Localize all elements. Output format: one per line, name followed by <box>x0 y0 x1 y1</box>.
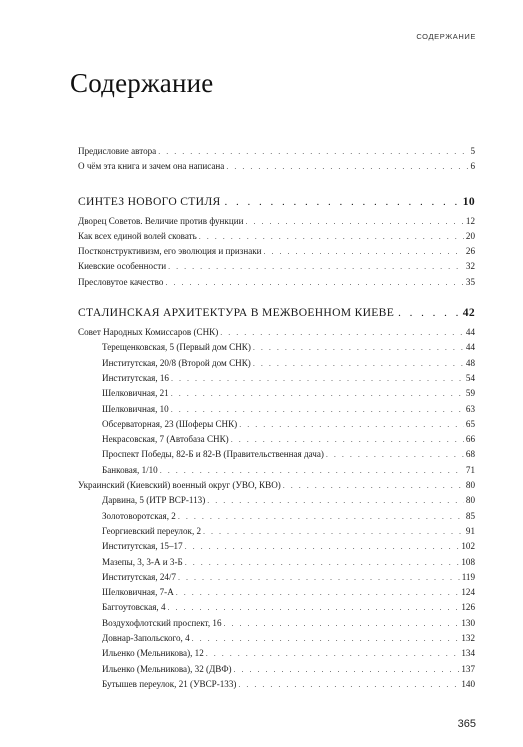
toc-entry-title: Некрасовская, 7 (Автобаза СНК) <box>102 434 229 445</box>
toc-leader-dots <box>176 585 460 600</box>
toc-leader-dots <box>178 509 464 524</box>
toc-entry[interactable] <box>78 616 475 631</box>
toc-entry-title: Бутышев переулок, 21 (УВСР-133) <box>102 678 237 689</box>
toc-entry[interactable] <box>78 478 475 493</box>
toc-section <box>78 193 475 290</box>
toc-leader-dots <box>238 677 459 692</box>
toc-entry-title: Довнар-Запольского, 4 <box>102 633 190 644</box>
toc-entry-title: Пресловутое качество <box>78 276 164 287</box>
toc-entry-title: Совет Народных Комиссаров (СНК) <box>78 327 219 338</box>
toc-entry[interactable] <box>78 356 475 371</box>
toc-entry[interactable] <box>78 524 475 539</box>
toc-entry[interactable] <box>78 214 475 229</box>
toc-entry-title: Шелковичная, 7-А <box>102 587 174 598</box>
toc-entry-page: 68 <box>465 449 475 460</box>
running-header: СОДЕРЖАНИЕ <box>416 32 476 41</box>
toc-entry-title: Предисловие автора <box>78 146 157 156</box>
toc-entry-page: 137 <box>461 663 475 674</box>
toc-leader-dots <box>171 386 464 401</box>
toc-leader-dots <box>206 646 460 661</box>
toc-leader-dots <box>326 447 464 462</box>
toc-entry-title: Институтская, 16 <box>102 372 169 383</box>
toc-section-heading[interactable] <box>78 193 475 211</box>
toc-leader-dots <box>224 616 460 631</box>
toc-leader-dots <box>171 402 464 417</box>
toc-entry-title: Терещенковская, 5 (Первый дом СНК) <box>102 342 251 353</box>
toc-leader-dots <box>231 432 464 447</box>
toc-entry-title: Институтская, 15–17 <box>102 541 183 552</box>
toc-entry[interactable] <box>78 159 475 174</box>
toc-leader-dots <box>158 144 468 159</box>
toc-entry-page: 66 <box>465 434 475 445</box>
toc-entry-title: Воздухофлотский проспект, 16 <box>102 617 222 628</box>
toc-entry-title: Институтская, 20/8 (Второй дом СНК) <box>102 357 251 368</box>
toc-entry-title: Киевские особенности <box>78 261 167 272</box>
toc-entry-title: Шелковичная, 10 <box>102 403 169 414</box>
toc-entry[interactable] <box>78 555 475 570</box>
toc-entry-page: 132 <box>461 633 475 644</box>
toc-entry-title: Мазепы, 3, 3-А и 3-Б <box>102 556 183 567</box>
toc-leader-dots <box>225 193 459 211</box>
toc-entry-page: 12 <box>465 215 475 226</box>
toc-leader-dots <box>185 539 460 554</box>
toc-leader-dots <box>207 493 464 508</box>
toc-entry-page: 44 <box>465 342 475 353</box>
toc-leader-dots <box>168 259 464 274</box>
toc-entry-title: Дворец Советов. Величие против функции <box>78 215 244 226</box>
toc-entry[interactable] <box>78 646 475 661</box>
toc-leader-dots <box>178 570 460 585</box>
toc-entry[interactable] <box>78 259 475 274</box>
toc-entry[interactable] <box>78 509 475 524</box>
toc-entry-page: 20 <box>465 230 475 241</box>
toc-entry[interactable] <box>78 677 475 692</box>
toc-leader-dots <box>185 555 460 570</box>
toc-entry-page: 6 <box>470 161 475 172</box>
toc-leader-dots <box>203 524 464 539</box>
toc-entry[interactable] <box>78 432 475 447</box>
toc-section-page: 10 <box>462 194 475 208</box>
toc-entry-page: 80 <box>465 495 475 506</box>
toc-entry[interactable] <box>78 463 475 478</box>
toc-leader-dots <box>160 463 464 478</box>
toc-entry-page: 108 <box>461 556 475 567</box>
toc-entry-title: Георгиевский переулок, 2 <box>102 525 202 536</box>
toc-section-heading[interactable] <box>78 304 475 322</box>
page-number: 365 <box>457 718 476 730</box>
toc-entry-page: 102 <box>461 541 475 552</box>
toc-entry[interactable] <box>78 662 475 677</box>
toc-entry-page: 65 <box>465 418 475 429</box>
toc-leader-dots <box>253 340 464 355</box>
toc-entry-title: Постконструктивизм, его эволюция и признаки <box>78 246 262 257</box>
toc-entry-page: 126 <box>461 602 475 613</box>
toc-entry-page: 85 <box>465 510 475 521</box>
toc-entry[interactable] <box>78 600 475 615</box>
toc-entry[interactable] <box>78 386 475 401</box>
toc-entry[interactable] <box>78 631 475 646</box>
toc-entry-page: 71 <box>465 464 475 475</box>
toc-entry[interactable] <box>78 144 475 159</box>
toc-entry-title: Институтская, 24/7 <box>102 571 177 582</box>
toc-entry-page: 130 <box>461 617 475 628</box>
toc-entry-title: Баггоутовская, 4 <box>102 602 166 613</box>
toc-entry[interactable] <box>78 417 475 432</box>
toc-entry-title: Ильенко (Мельникова), 32 (ДВФ) <box>102 663 232 674</box>
toc-intro <box>78 144 475 175</box>
toc-entry-title: Ильенко (Мельникова), 12 <box>102 648 204 659</box>
toc-entry[interactable] <box>78 229 475 244</box>
toc-entry-page: 48 <box>465 357 475 368</box>
toc-entry-page: 54 <box>465 372 475 383</box>
toc-leader-dots <box>165 275 463 290</box>
toc-entry-title: Банковая, 1/10 <box>102 464 158 475</box>
toc-entry[interactable] <box>78 402 475 417</box>
toc-entry[interactable] <box>78 325 475 340</box>
toc-leader-dots <box>234 662 460 677</box>
toc-entry-title: Украинский (Киевский) военный округ (УВО, КВО) <box>78 480 281 491</box>
toc-entry-page: 119 <box>461 571 475 582</box>
toc-entry-page: 124 <box>461 587 475 598</box>
toc-leader-dots <box>220 325 464 340</box>
page-title: Содержание <box>70 68 214 98</box>
toc-leader-dots <box>264 244 464 259</box>
toc-entry-page: 140 <box>461 678 475 689</box>
toc-entry-title: Дарвина, 5 (ИТР ВСР-113) <box>102 495 206 506</box>
toc-entry-page: 35 <box>465 276 475 287</box>
toc-entry-page: 44 <box>465 327 475 338</box>
toc-entry-title: Как всех единой волей сковать <box>78 230 197 241</box>
toc-entry-page: 91 <box>465 525 475 536</box>
toc-entry-page: 80 <box>465 480 475 491</box>
toc-leader-dots <box>245 214 463 229</box>
toc-entry-page: 32 <box>465 261 475 272</box>
toc-entry[interactable] <box>78 244 475 259</box>
toc-leader-dots <box>199 229 464 244</box>
toc-entry[interactable] <box>78 539 475 554</box>
toc-entry-title: Золотоворотская, 2 <box>102 510 176 521</box>
toc-entry[interactable] <box>78 371 475 386</box>
toc-leader-dots <box>226 159 468 174</box>
toc-leader-dots <box>283 478 464 493</box>
toc-entry[interactable] <box>78 275 475 290</box>
toc-sections <box>78 193 475 693</box>
toc-entry-page: 5 <box>470 146 475 156</box>
toc-entry[interactable] <box>78 570 475 585</box>
toc-entry[interactable] <box>78 447 475 462</box>
toc-entry-title: Обсерваторная, 23 (Шоферы СНК) <box>102 418 238 429</box>
toc-entry-page: 63 <box>465 403 475 414</box>
toc-entry-page: 134 <box>461 648 475 659</box>
toc-entry-page: 26 <box>465 246 475 257</box>
toc-entry[interactable] <box>78 585 475 600</box>
toc-leader-dots <box>239 417 464 432</box>
toc-section-title: СТАЛИНСКАЯ АРХИТЕКТУРА В МЕЖВОЕННОМ КИЕВЕ <box>78 306 395 320</box>
toc-section-page: 42 <box>462 306 475 320</box>
toc-leader-dots <box>171 371 464 386</box>
toc-leader-dots <box>192 631 460 646</box>
toc-entry[interactable] <box>78 340 475 355</box>
toc-entry[interactable] <box>78 493 475 508</box>
toc-entry-title: Проспект Победы, 82-Б и 82-В (Правительственная дача) <box>102 449 324 460</box>
toc-leader-dots <box>398 304 459 322</box>
toc-entry-title: Шелковичная, 21 <box>102 388 169 399</box>
toc-entry-page: 59 <box>465 388 475 399</box>
toc-entry-title: О чём эта книга и зачем она написана <box>78 161 225 172</box>
toc-section <box>78 304 475 692</box>
toc-section-title: СИНТЕЗ НОВОГО СТИЛЯ <box>78 194 221 208</box>
toc-leader-dots <box>168 600 460 615</box>
toc-leader-dots <box>253 356 464 371</box>
table-of-contents <box>78 144 475 692</box>
